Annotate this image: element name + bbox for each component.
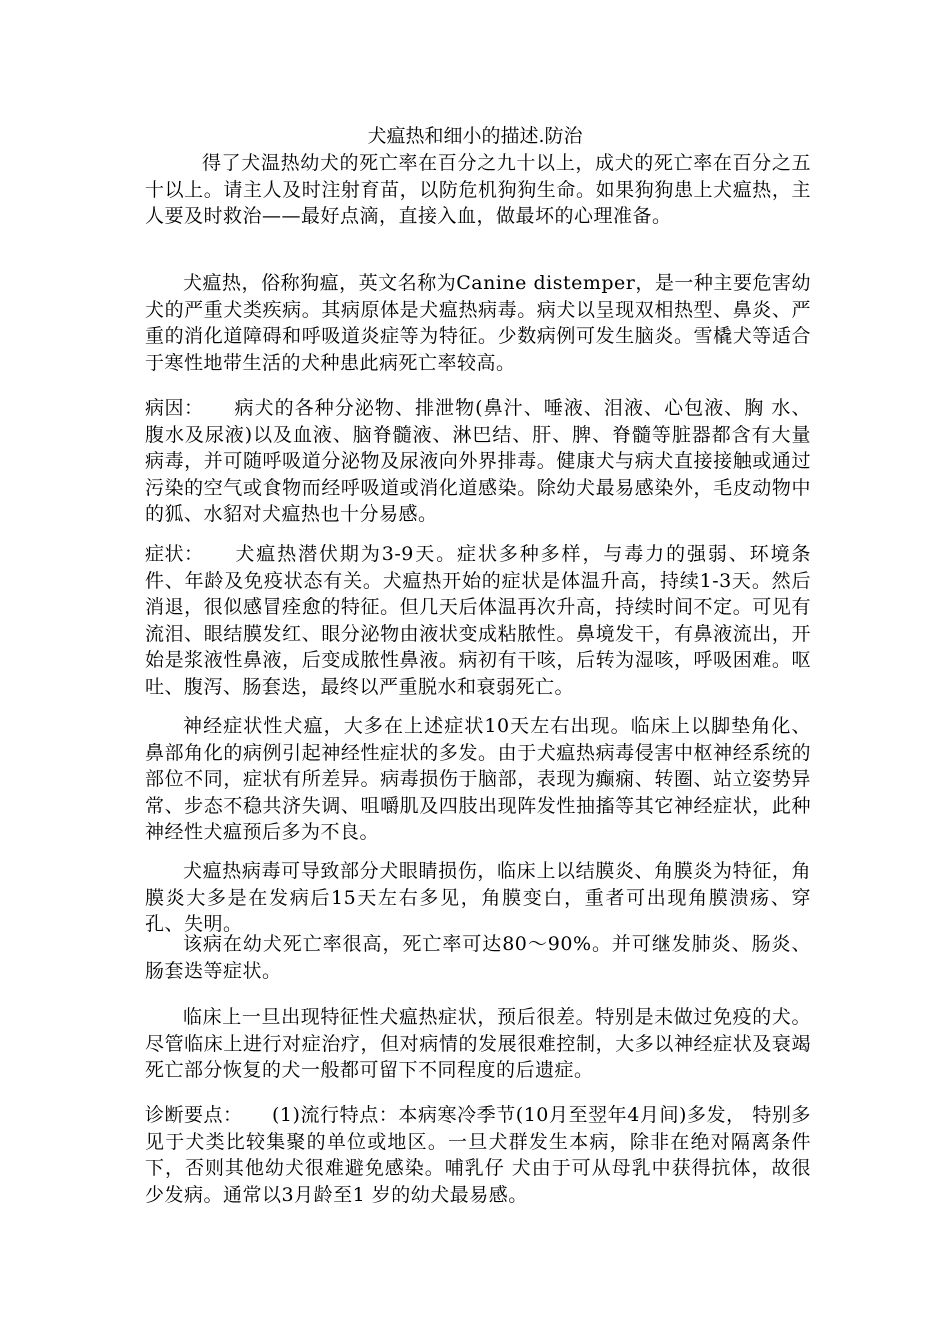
document-title: 犬瘟热和细小的描述.防治 <box>367 125 583 147</box>
diagnosis-label: 诊断要点： <box>145 1104 243 1126</box>
prognosis-paragraph: 临床上一旦出现特征性犬瘟热症状，预后很差。特别是未做过免疫的犬。尽管临床上进行对症治疗，但对病情的发展很难控制，大多以神经症状及衰竭死亡部分恢复的犬一般都可留下不同程度的后遗症。 <box>145 1006 811 1081</box>
symptom-label: 症状： <box>145 543 204 565</box>
cause-label: 病因： <box>145 397 204 419</box>
symptom-paragraph <box>145 541 811 700</box>
mortality-paragraph: 该病在幼犬死亡率很高，死亡率可达80～90%。并可继发肺炎、肠炎、肠套迭等症状。 <box>145 933 811 982</box>
neuro-paragraph: 神经症状性犬瘟，大多在上述症状10天左右出现。临床上以脚垫角化、鼻部角化的病例引起神经性症状的多发。由于犬瘟热病毒侵害中枢神经系统的部位不同，症状有所差异。病毒损伤于脑部，表现为癫痫、转圈、站立姿势异常、步态不稳共济失调、咀嚼肌及四肢出现阵发性抽搐等其它神经症状，此种神经性犬瘟预后多为不良。 <box>145 715 811 843</box>
intro-paragraph: 得了犬温热幼犬的死亡率在百分之九十以上，成犬的死亡率在百分之五十以上。请主人及时注射育苗，以防危机狗狗生命。如果狗狗患上犬瘟热，主人要及时救治——最好点滴，直接入血，做最坏的心理准备。 <box>145 152 811 227</box>
cause-text: 病犬的各种分泌物、排泄物(鼻汁、唾液、泪液、心包液、胸 水、腹水及尿液)以及血液、脑脊髓液、淋巴结、肝、脾、脊髓等脏器都含有大量病毒，并可随呼吸道分泌物及尿液向外界排毒。健康犬与病犬直接接触或通过污染的空气或食物而经呼吸道或消化道感染。除幼犬最易感染外，毛皮动物中的狐、水貂对犬瘟热也十分易感。 <box>145 397 811 525</box>
diagnosis-paragraph <box>145 1102 811 1208</box>
overview-paragraph: 犬瘟热，俗称狗瘟，英文名称为Canine distemper，是一种主要危害幼犬的严重犬类疾病。其病原体是犬瘟热病毒。病犬以呈现双相热型、鼻炎、严重的消化道障碍和呼吸道炎症等为特征。少数病例可发生脑炎。雪橇犬等适合于寒性地带生活的犬种患此病死亡率较高。 <box>145 272 811 374</box>
eye-paragraph: 犬瘟热病毒可导致部分犬眼睛损伤，临床上以结膜炎、角膜炎为特征，角膜炎大多是在发病后15天左右多见，角膜变白，重者可出现角膜溃疡、穿孔、失明。 <box>145 860 811 935</box>
cause-paragraph <box>145 395 811 528</box>
symptom-text: 犬瘟热潜伏期为3-9天。症状多种多样，与毒力的强弱、环境条件、年龄及免疫状态有关。犬瘟热开始的症状是体温升高，持续1-3天。然后消退，很似感冒痊愈的特征。但几天后体温再次升高，持续时间不定。可见有流泪、眼结膜发红、眼分泌物由液状变成粘脓性。鼻境发干，有鼻液流出，开始是浆液性鼻液，后变成脓性鼻液。病初有干咳，后转为湿咳，呼吸困难。呕吐、腹泻、肠套迭，最终以严重脱水和衰弱死亡。 <box>145 543 811 698</box>
diagnosis-text: (1)流行特点：本病寒冷季节(10月至翌年4月间)多发， 特别多见于犬类比较集聚的单位或地区。一旦犬群发生本病，除非在绝对隔离条件下，否则其他幼犬很难避免感染。哺乳仔 犬由于可从母乳中获得抗体，故很少发病。通常以3月龄至1 岁的幼犬最易感。 <box>145 1104 811 1206</box>
